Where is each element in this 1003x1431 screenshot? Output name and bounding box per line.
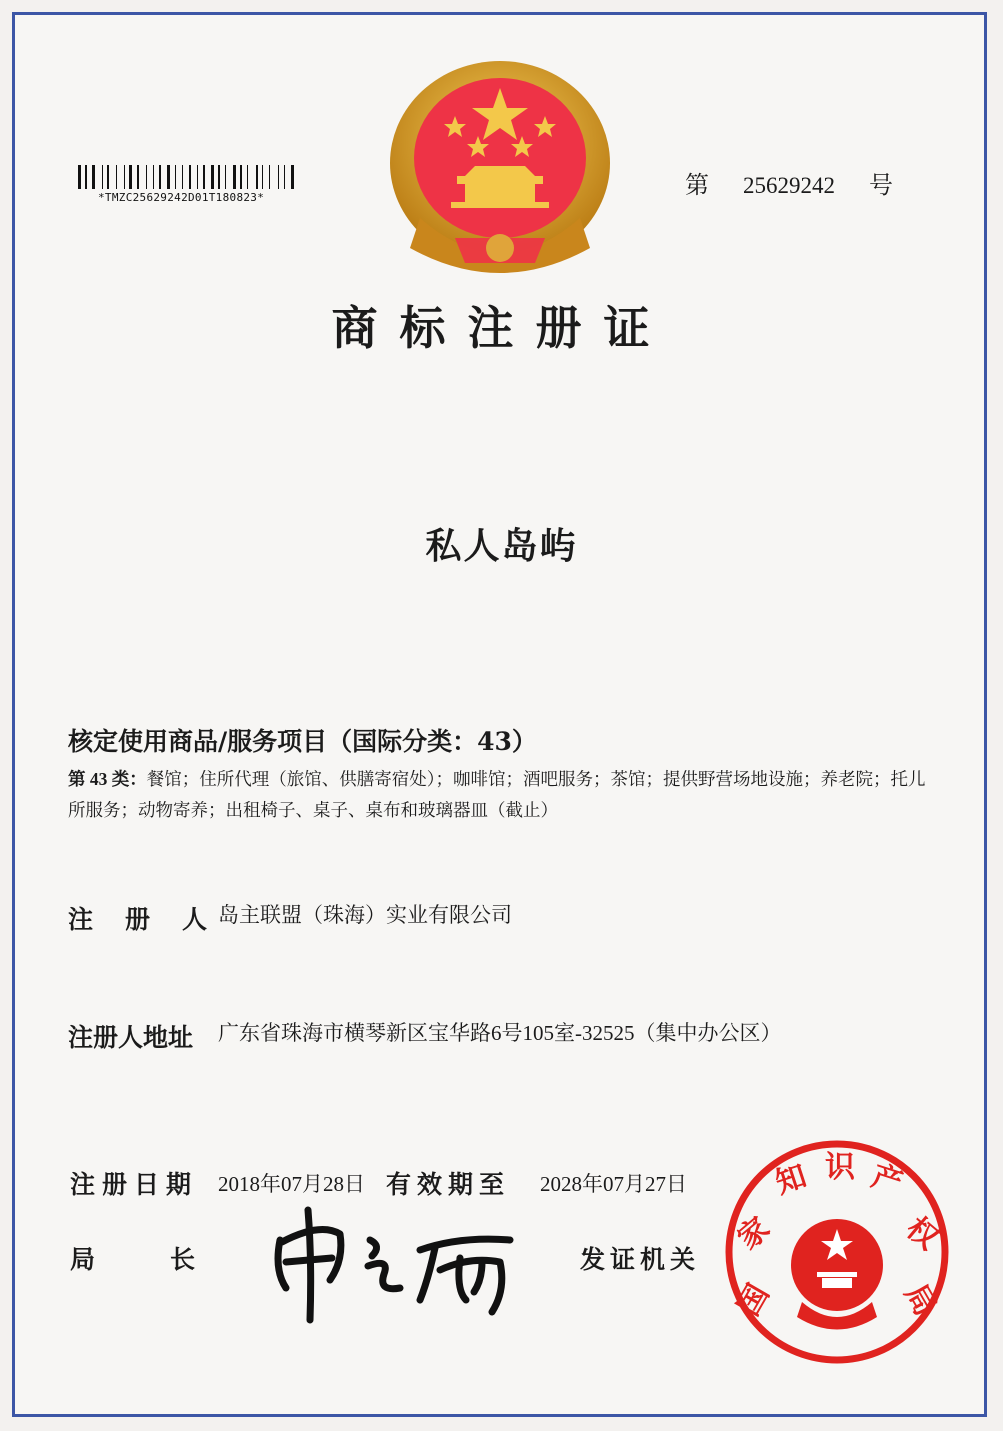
address-value: 广东省珠海市横琴新区宝华路6号105室-32525（集中办公区）: [218, 1021, 782, 1045]
valid-until-label: 有效期至: [386, 1170, 511, 1199]
director-label-1: 局: [70, 1245, 96, 1274]
trademark-name: 私人岛屿: [425, 525, 578, 567]
registration-date-label: 注册日期: [70, 1170, 199, 1199]
registration-number-value: 25629242: [743, 173, 835, 198]
page-title: 商标注册证: [331, 301, 672, 355]
number-prefix: 第: [685, 173, 709, 199]
svg-text:局: 局: [897, 1278, 943, 1322]
svg-text:产: 产: [867, 1158, 907, 1202]
address-label: 注册人地址: [68, 1023, 194, 1052]
svg-text:国: 国: [731, 1278, 777, 1322]
class-label: 第 43 类：: [68, 769, 147, 789]
barcode-text: *TMZC25629242D01T180823*: [98, 191, 265, 204]
svg-text:知: 知: [771, 1158, 811, 1202]
svg-text:识: 识: [825, 1150, 855, 1185]
goods-heading: 核定使用商品/服务项目（国际分类：43）: [68, 727, 537, 756]
svg-text:家: 家: [731, 1210, 777, 1257]
registrant-label: 注册人: [68, 905, 240, 934]
director-label-2: 长: [170, 1245, 196, 1274]
number-suffix: 号: [869, 173, 893, 199]
registrant-value: 岛主联盟（珠海）实业有限公司: [218, 903, 512, 927]
barcode: [78, 165, 318, 189]
national-emblem-icon: [385, 58, 615, 283]
valid-until-value: 2028年07月27日: [540, 1172, 687, 1196]
svg-text:权: 权: [899, 1210, 945, 1257]
director-signature: [260, 1200, 540, 1330]
registration-number: [685, 165, 893, 200]
goods-description: [68, 764, 938, 826]
official-seal: [722, 1137, 952, 1367]
issuing-authority-label: 发证机关: [580, 1245, 701, 1274]
class-items: 餐馆；住所代理（旅馆、供膳寄宿处）；咖啡馆；酒吧服务；茶馆；提供野营场地设施；养老院；托儿所服务；动物寄养；出租椅子、桌子、桌布和玻璃器皿（截止）: [68, 769, 926, 820]
registration-date-value: 2018年07月28日: [218, 1172, 365, 1196]
